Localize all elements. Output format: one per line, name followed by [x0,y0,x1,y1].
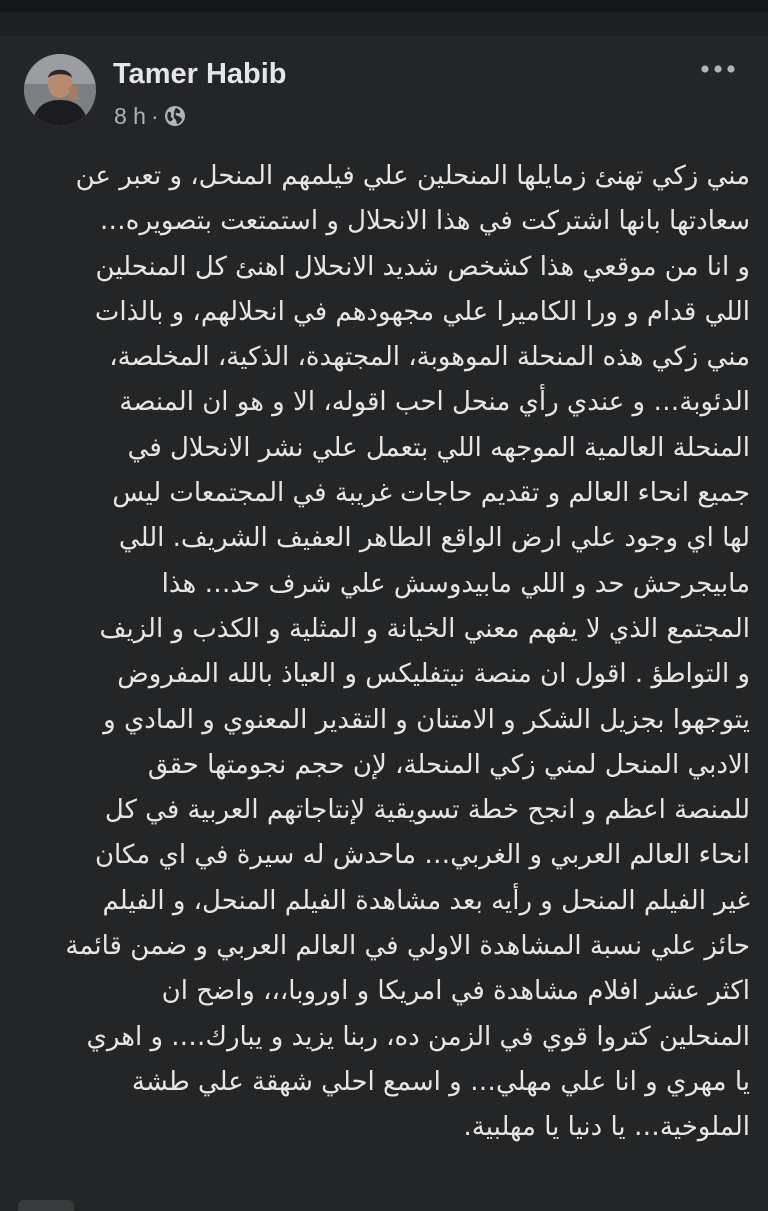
more-options-icon [696,55,740,83]
avatar-photo [24,54,96,126]
post-text-line: غير الفيلم المنحل و رأيه بعد مشاهدة الفيلم المنحل، و الفيلم [102,885,750,916]
post-text-line: للمنصة اعظم و انجح خطة تسويقية لإنتاجاتهم العربية في كل [104,795,750,826]
post-text-line: و التواطؤ . اقول ان منصة نيتفليكس و العياذ بالله المفروض [117,659,750,690]
post-text-line: لها اي وجود علي ارض الواقع الطاهر العفيف الشريف. اللي [118,523,750,554]
post-text-line: الادبي المنحل لمني زكي المنحلة، لإن حجم نجومتها حقق [147,749,750,780]
post-text-line: المجتمع الذي لا يفهم معني الخيانة و المثلية و الكذب و الزيف [99,613,750,644]
author-name[interactable]: Tamer Habib [113,58,287,90]
next-element-edge [18,1200,74,1211]
post-text-line: الدئوبة… و عندي رأي منحل احب اقوله، الا و هو ان المنصة [119,387,750,418]
post-time[interactable]: 8 h [114,102,146,129]
top-edge [0,0,768,12]
post-text-line: الملوخية… يا دنيا يا مهلبية. [463,1112,750,1143]
post-meta [114,101,186,131]
post-text-line: اكثر عشر افلام مشاهدة في امريكا و اوروبا،،، واضح ان [161,976,750,1007]
post-text-line: جميع انحاء العالم و تقديم حاجات غريبة في المجتمعات ليس [112,478,750,509]
meta-separator: · [150,102,159,129]
post-text-line: انحاء العالم العربي و الغربي… ماحدش له سيرة في اي مكان [94,840,750,871]
post-text-line: يتوجهوا بجزيل الشكر و الامتنان و التقدير المعنوي و المادي و [103,704,750,735]
post-text-line: حائز علي نسبة المشاهدة الاولي في العالم العربي و ضمن قائمة [65,931,750,962]
avatar[interactable] [24,54,96,126]
post-text-line: يا مهري و انا علي مهلي… و اسمع احلي شهقة علي طشة [131,1066,750,1097]
post-text-line: المنحلين كتروا قوي في الزمن ده، ربنا يزيد و يبارك…. و اهري [86,1021,750,1052]
post-text [30,154,750,1151]
post-text-line: سعادتها بانها اشتركت في هذا الانحلال و استمتعت بتصويره… [99,206,750,237]
post-text-line: اللي قدام و ورا الكاميرا علي مجهودهم في انحلالهم، و بالذات [94,296,750,327]
post-text-line: المنحلة العالمية الموجهه اللي بتعمل علي نشر الانحلال في [127,432,750,463]
post-text-line: مني زكي هذه المنحلة الموهوبة، المجتهدة، الذكية، المخلصة، [109,342,750,373]
more-options-button[interactable] [696,55,740,83]
post-text-line: و انا من موقعي هذا كشخص شديد الانحلال اهنئ كل المنحلين [95,251,750,282]
post-text-line: مابيجرحش حد و اللي مابيدوسش علي شرف حد… هذا [161,568,750,599]
globe-icon[interactable] [164,105,186,127]
post-text-line: مني زكي تهنئ زمايلها المنحلين علي فيلمهم المنحل، و تعبر عن [75,161,750,191]
